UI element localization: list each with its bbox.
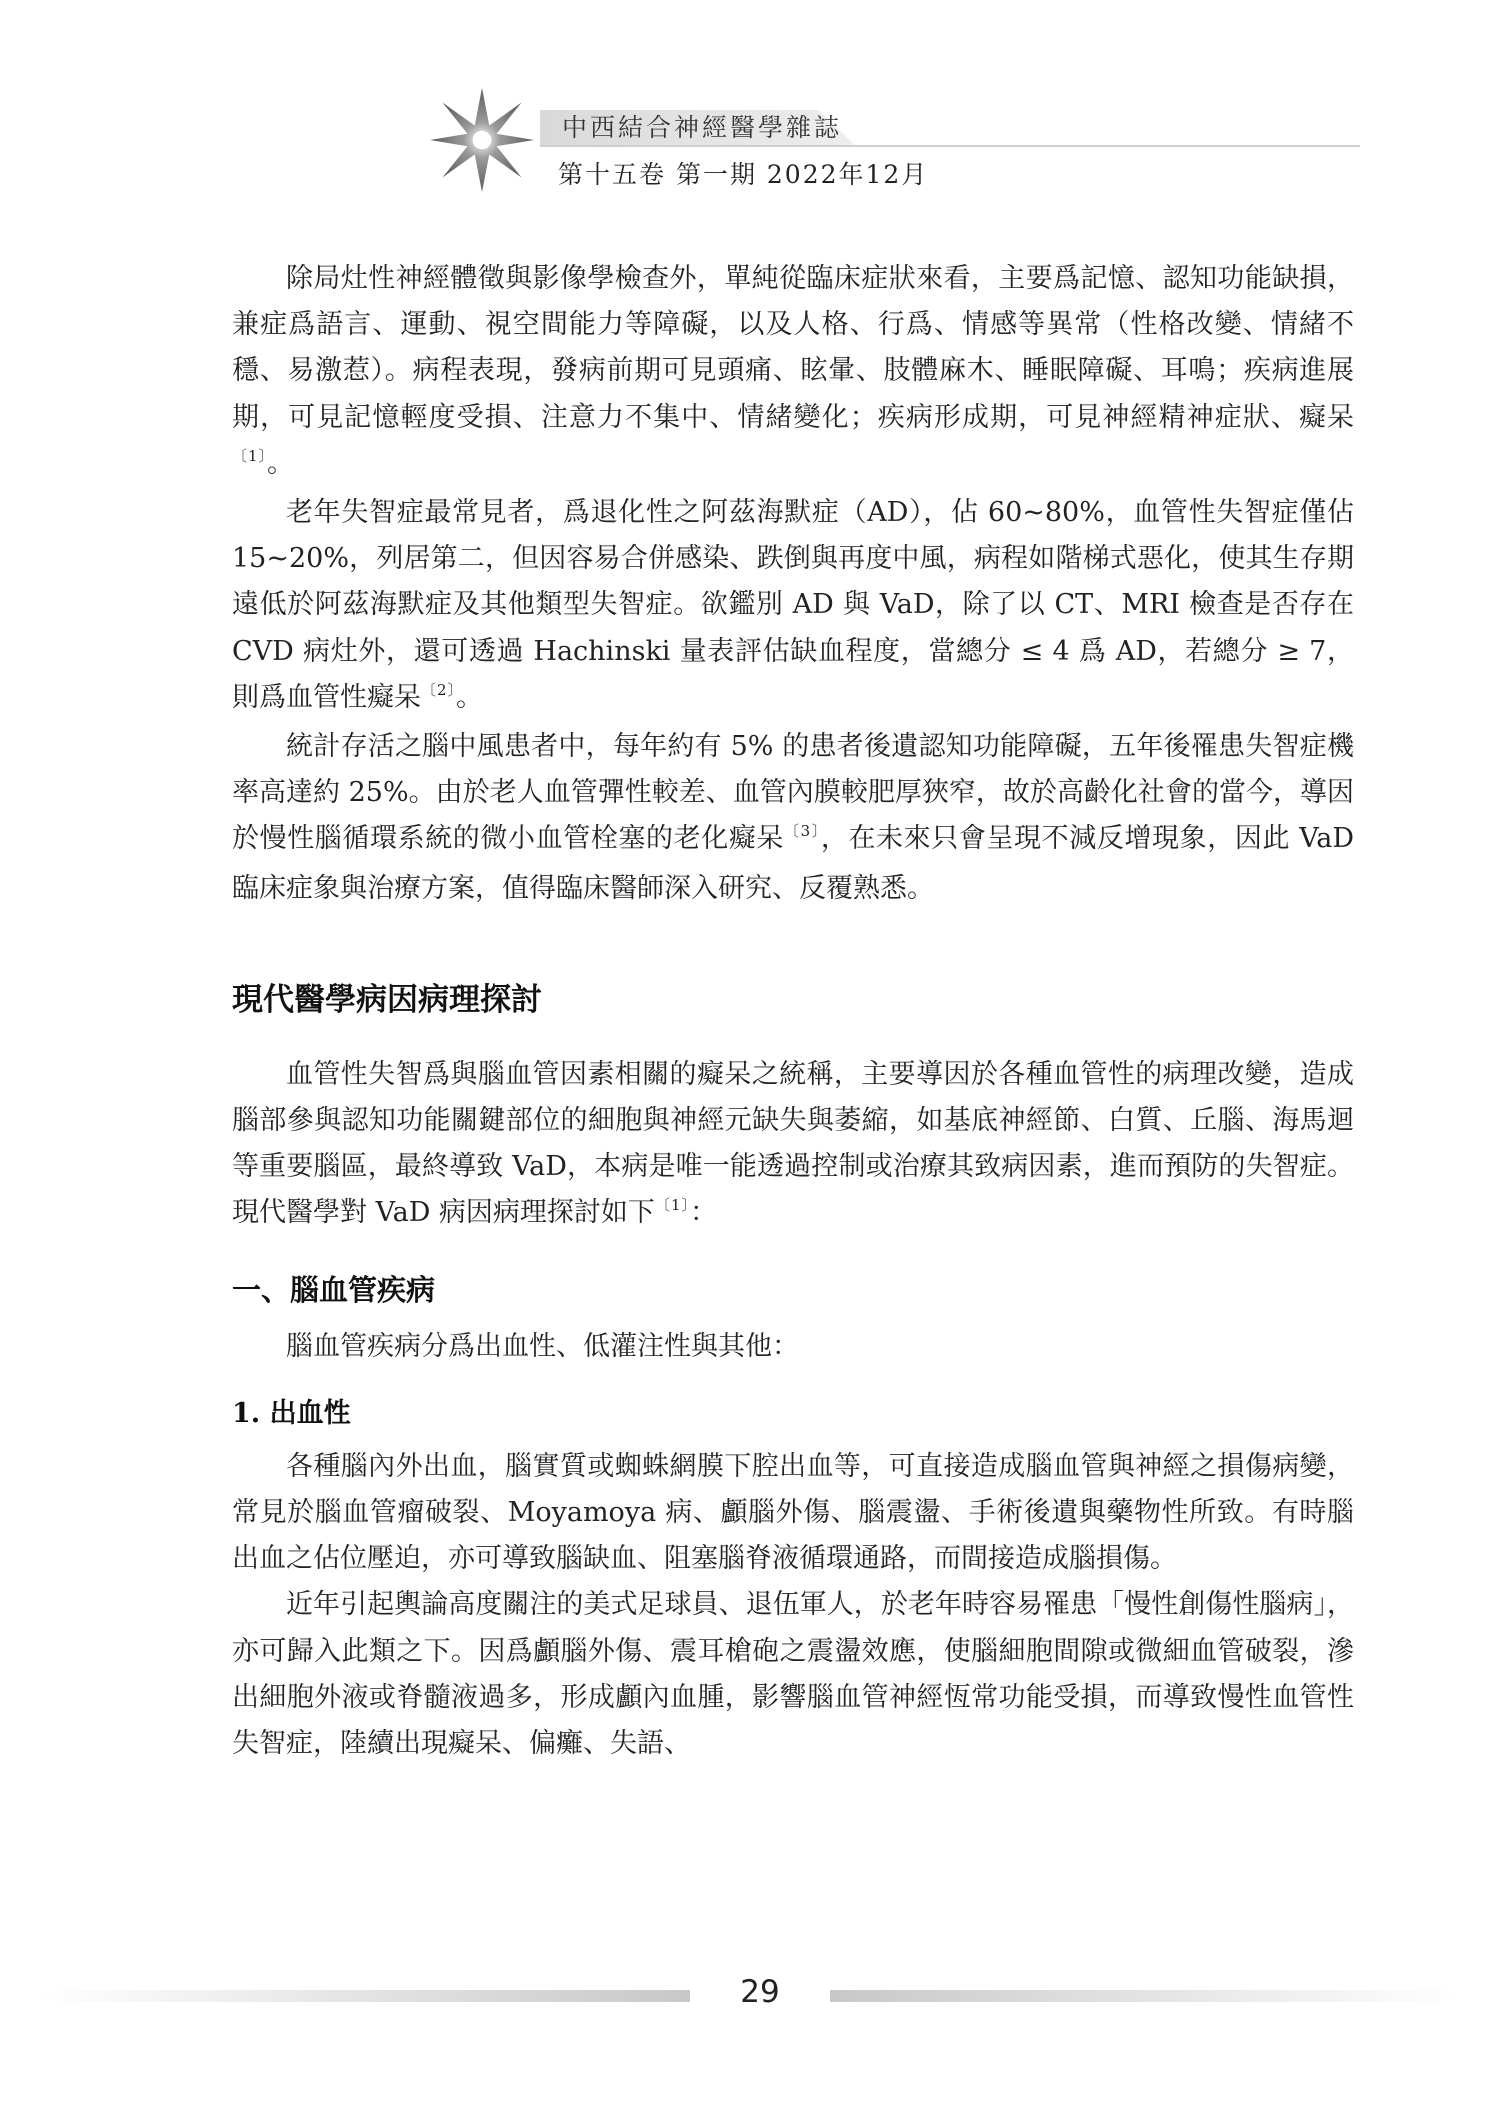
paragraph: 近年引起輿論高度關注的美式足球員、退伍軍人，於老年時容易罹患「慢性創傷性腦病」，亦可歸入此類之下。因爲顱腦外傷、震耳槍砲之震盪效應，使腦細胞間隙或微細血管破裂，滲出細胞外液或脊髓液過多，形成顱內血腫，影響腦血管神經恆常功能受損，而導致慢性血管性失智症，陸續出現癡呆、偏癱、失語、 [232, 1589, 1354, 1760]
issue-info: 第十五卷 第一期 2022年12月 [558, 160, 929, 189]
subsection-heading: 一、腦血管疾病 [232, 1272, 436, 1307]
citation-ref: 〔1〕 [232, 446, 268, 465]
paragraph: 血管性失智爲與腦血管因素相關的癡呆之統稱，主要導因於各種血管性的病理改變，造成腦部參與認知功能關鍵部位的細胞與神經元缺失與萎縮，如基底神經節、白質、丘腦、海馬迴等重要腦區，最終導致 VaD，本病是唯一能透過控制或治療其致病因素，進而預防的失智症。現代醫學對 VaD 病因病理探討如下$^{〔1〕}$： [232, 1058, 1354, 1229]
section-heading: 現代醫學病因病理探討 [232, 981, 542, 1018]
paragraph: 各種腦內外出血，腦實質或蜘蛛網膜下腔出血等，可直接造成腦血管與神經之損傷病變，常見於腦血管瘤破裂、Moyamoya 病、顱腦外傷、腦震盪、手術後遺與藥物性所致。有時腦出血之佔位壓迫，亦可導致腦缺血、阻塞腦脊液循環通路，而間接造成腦損傷。 [232, 1450, 1354, 1575]
paragraph: 統計存活之腦中風患者中，每年約有 5% 的患者後遺認知功能障礙，五年後罹患失智症機率高達約 25%。由於老人血管彈性較差、血管內膜較肥厚狹窄，故於高齡化社會的當今，導因於慢性腦循環系統的微小血管栓塞的老化癡呆$^{〔3〕}$，在未來只會呈現不減反增現象，因此 VaD 臨床症象與治療方案，值得臨床醫師深入研究、反覆熟悉。 [232, 731, 1354, 904]
footer-bar-left [40, 1990, 690, 2002]
paragraph: 老年失智症最常見者，爲退化性之阿茲海默症（AD），佔 60~80%，血管性失智症僅佔 15~20%，列居第二，但因容易合併感染、跌倒與再度中風，病程如階梯式惡化，使其生存期遠低於阿茲海默症及其他類型失智症。欲鑑別 AD 與 VaD，除了以 CT、MRI 檢查是否存在 CVD 病灶外，還可透過 Hachinski 量表評估缺血程度，當總分 ≤ 4 爲 AD，若總分 ≥ 7，則爲血管性癡呆$^{〔2〕}$。 [232, 497, 1354, 713]
paragraph: 除局灶性神經體徵與影像學檢查外，單純從臨床症狀來看，主要爲記憶、認知功能缺損，兼症爲語言、運動、視空間能力等障礙，以及人格、行爲、情感等異常（性格改變、情緒不穩、易激惹）。病程表現，發病前期可見頭痛、眩暈、肢體麻木、睡眠障礙、耳鳴；疾病進展期，可見記憶輕度受損、注意力不集中、情緒變化；疾病形成期，可見神經精神症狀、癡呆$^{〔1〕}$。 [232, 263, 1354, 479]
journal-title: 中西結合神經醫學雜誌 [562, 113, 843, 142]
page-header [0, 0, 1500, 200]
citation-ref: 〔2〕 [421, 680, 457, 699]
header-rule [540, 145, 1360, 147]
citation-ref: 〔1〕 [654, 1196, 690, 1215]
article-body [232, 256, 1354, 1767]
citation-ref: 〔3〕 [784, 822, 821, 841]
star-burst-icon [430, 88, 534, 192]
subsubsection-heading: 1. 出血性 [232, 1397, 351, 1429]
paragraph: 腦血管疾病分爲出血性、低灌注性與其他： [286, 1330, 799, 1362]
footer-bar-right [830, 1990, 1460, 2002]
page-number: 29 [740, 1974, 780, 2010]
